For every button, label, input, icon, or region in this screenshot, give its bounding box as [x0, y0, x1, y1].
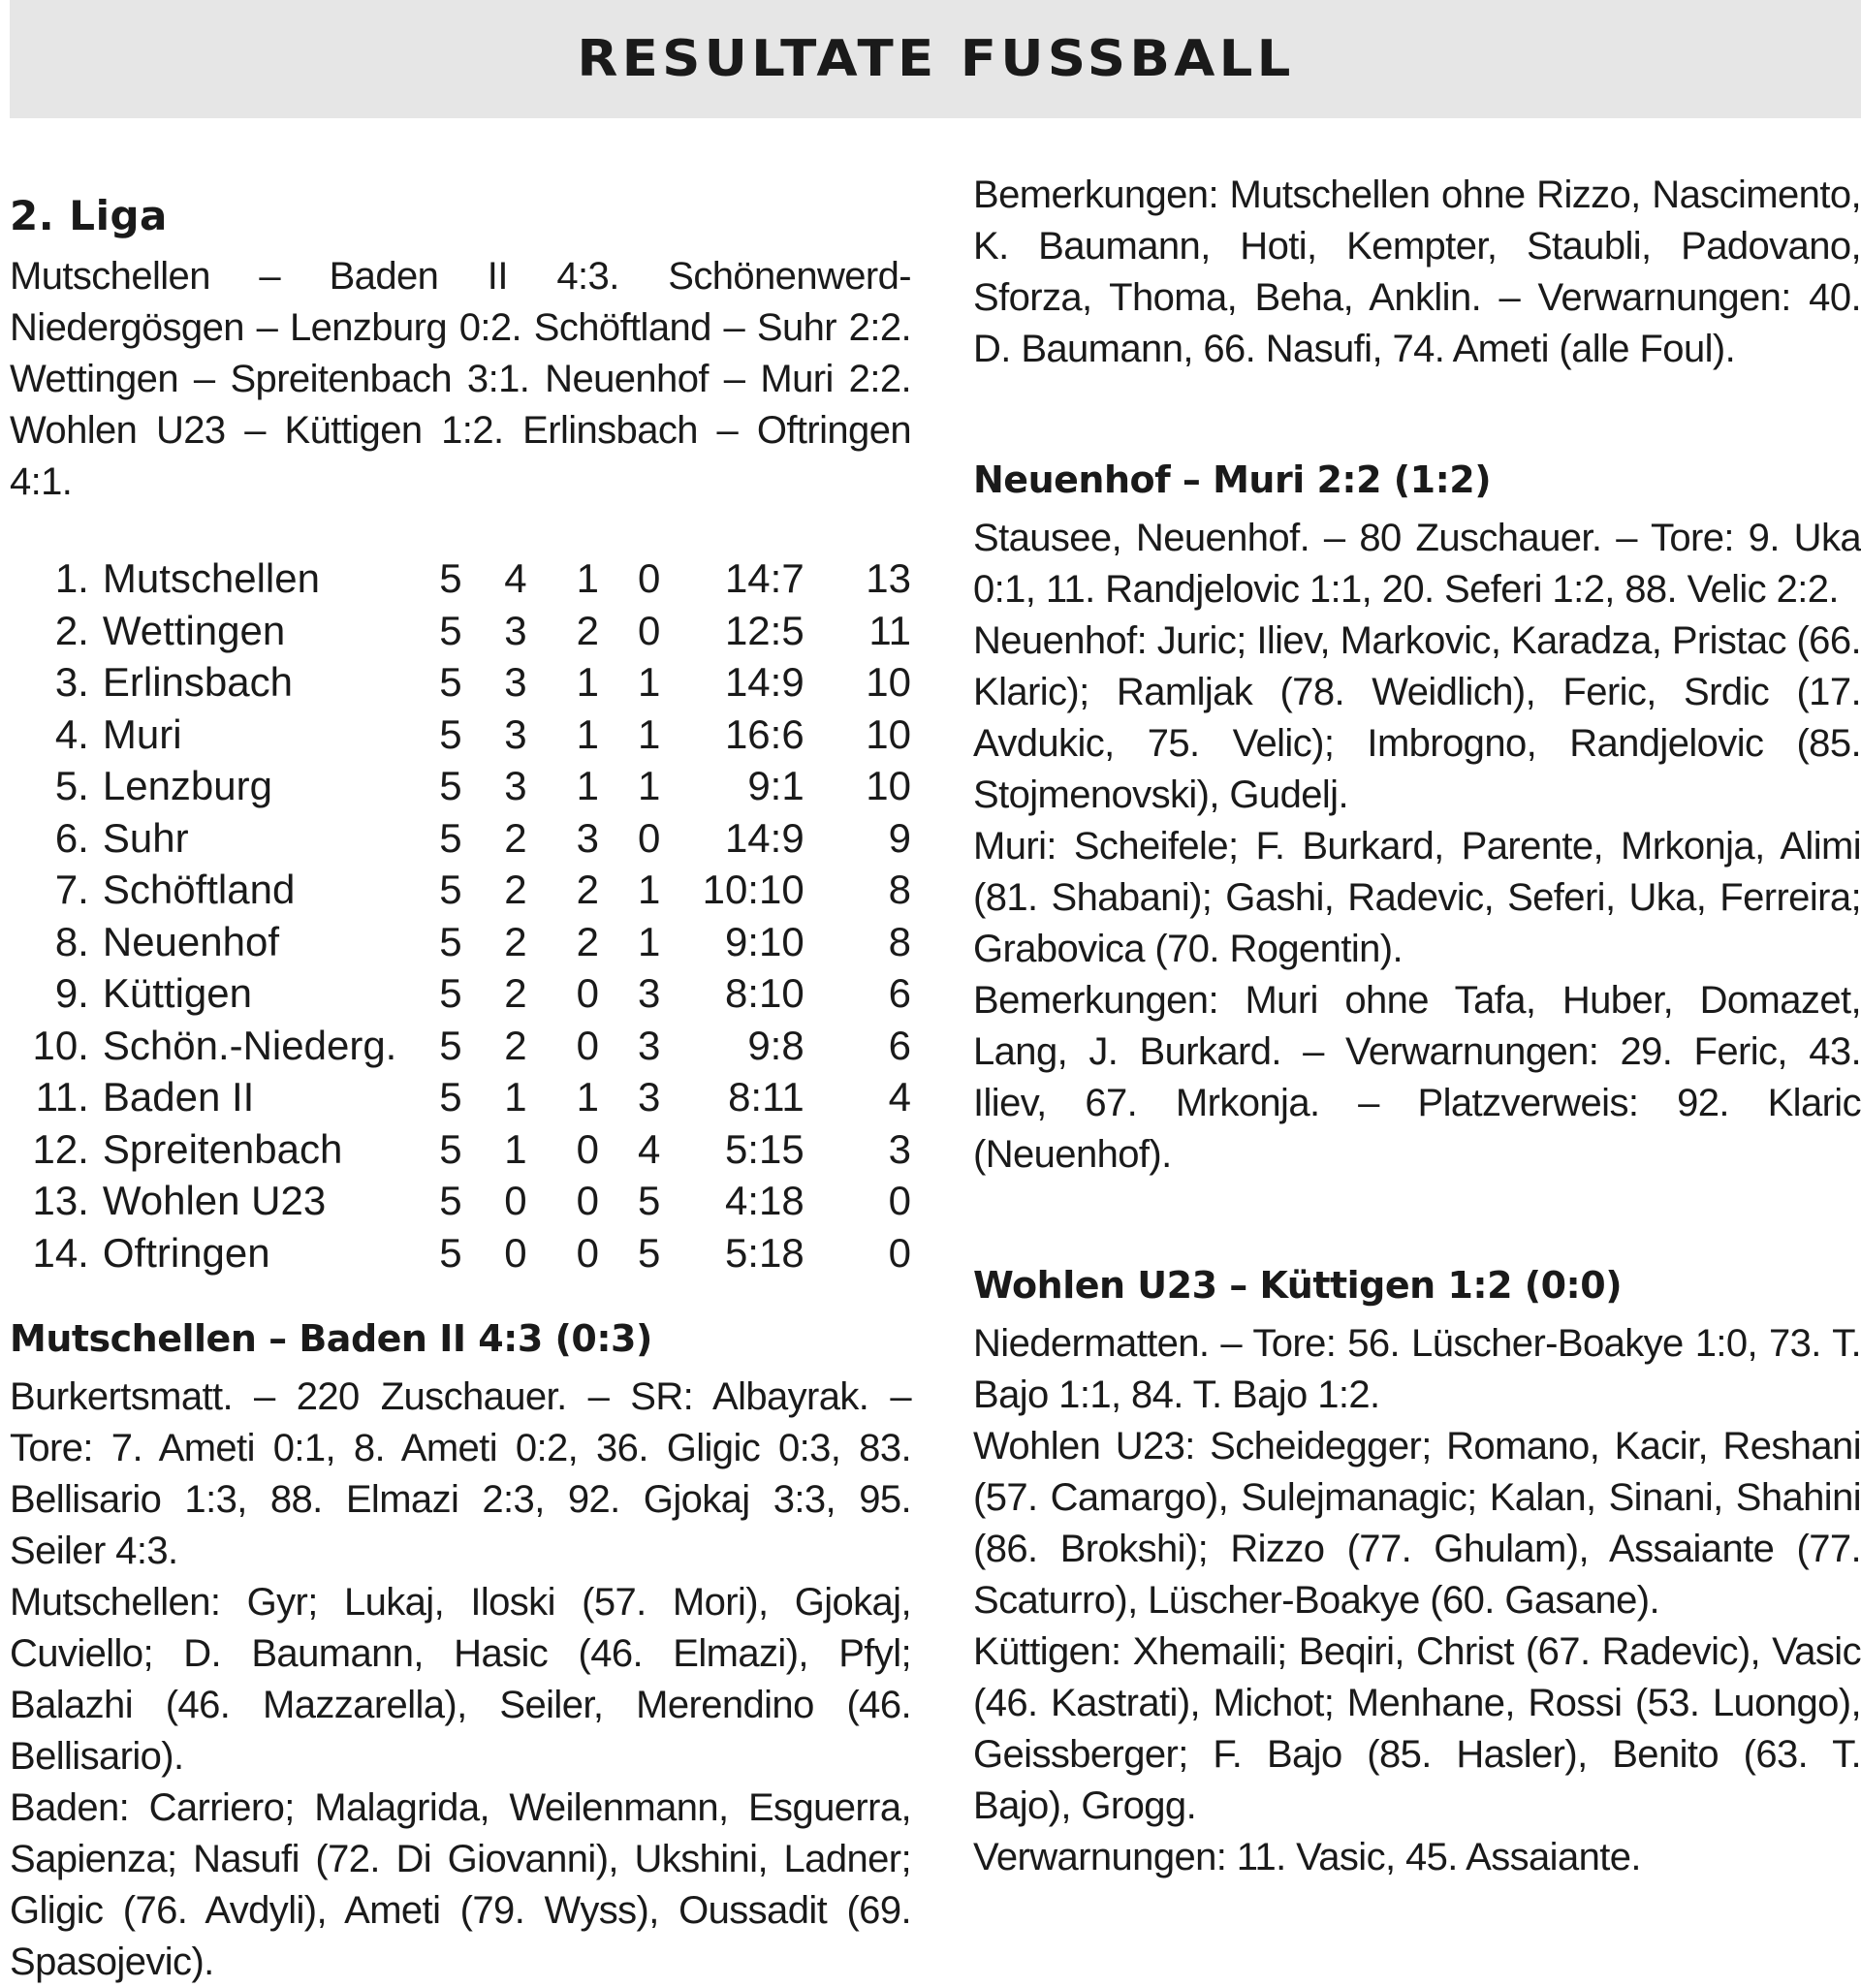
standings-goals: 8:10: [724, 970, 804, 1016]
standings-team: Wohlen U23: [102, 1178, 327, 1223]
table-row: [10, 967, 911, 1020]
table-row: [10, 552, 911, 605]
standings-points: 11: [868, 607, 911, 653]
table-row: [10, 656, 911, 709]
table-row: [10, 916, 911, 968]
standings-goals: 9:8: [747, 1022, 804, 1068]
standings-draw: 1: [576, 555, 599, 601]
standings-lost: 0: [637, 607, 661, 653]
match-lineup-away: Küttigen: Xhemaili; Beqiri, Christ (67. Radevic), Vasic (46. Kastrati), Michot; Menhane, Rossi (53. Luongo), Geissberger; F. Bajo (85. Hasler), Benito (63. T. Bajo), Grogg.: [973, 1630, 1861, 1827]
standings-played: 5: [439, 1125, 462, 1172]
standings-points: 8: [888, 918, 911, 964]
standings-played: 5: [439, 763, 462, 808]
table-row: [10, 605, 911, 657]
match-venue: Burkertsmatt. – 220 Zuschauer. – SR: Albayrak. – Tore: 7. Ameti 0:1, 8. Ameti 0:2, 36. Gligic 0:3, 83. Bellisario 1:3, 88. Elmazi 2:3, 92. Gjokaj 3:3, 95. Seiler 4:3.: [10, 1375, 911, 1572]
standings-points: 10: [866, 659, 911, 705]
standings-team: Schöftland: [102, 867, 296, 912]
standings-team: Küttigen: [102, 970, 252, 1016]
standings-team: Baden II: [102, 1074, 255, 1120]
standings-rank: 4.: [54, 710, 89, 757]
standings-goals: 10:10: [702, 867, 804, 912]
standings-lost: 1: [637, 763, 661, 808]
standings-draw: 0: [576, 1229, 599, 1276]
standings-won: 2: [504, 867, 527, 912]
standings-draw: 2: [576, 607, 599, 653]
standings-rank: 7.: [54, 867, 89, 912]
standings-lost: 3: [637, 1022, 661, 1068]
standings-team: Suhr: [102, 814, 189, 861]
standings-draw: 0: [576, 970, 599, 1016]
match-lineup-home: Mutschellen: Gyr; Lukaj, Iloski (57. Mori), Gjokaj, Cuviello; D. Baumann, Hasic (46. Elmazi), Pfyl; Balazhi (46. Mazzarella), Seiler, Merendino (46. Bellisario).: [10, 1581, 911, 1778]
standings-played: 5: [439, 1178, 462, 1223]
standings-lost: 1: [637, 659, 661, 705]
match-lineup-away: Baden: Carriero; Malagrida, Weilenmann, Esguerra, Sapienza; Nasufi (72. Di Giovanni), Ukshini, Ladner; Gligic (76. Avdyli), Ameti (79. Wyss), Oussadit (69. Spasojevic).: [10, 1786, 911, 1983]
standings-draw: 0: [576, 1125, 599, 1172]
standings-team: Schön.-Niederg.: [102, 1022, 397, 1068]
header-banner: [10, 0, 1861, 118]
match-title: Wohlen U23 – Küttigen 1:2 (0:0): [973, 1264, 1623, 1307]
standings-won: 4: [504, 555, 527, 601]
standings-team: Oftringen: [102, 1229, 270, 1276]
standings-goals: 14:9: [724, 659, 804, 705]
standings-lost: 1: [637, 867, 661, 912]
standings-played: 5: [439, 918, 462, 964]
standings-draw: 2: [576, 867, 599, 912]
standings-draw: 1: [576, 659, 599, 705]
standings-played: 5: [439, 1074, 462, 1120]
standings-team: Mutschellen: [102, 555, 320, 601]
standings-table: [10, 552, 911, 1278]
standings-rank: 10.: [32, 1022, 89, 1068]
standings-won: 1: [504, 1125, 527, 1172]
match-lineup-home: Neuenhof: Juric; Iliev, Markovic, Karadza, Pristac (66. Klaric); Ramljak (78. Weidlich), Feric, Srdic (17. Avdukic, 75. Velic); Imbrogno, Randjelovic (85. Stojmenovski), Gudelj.: [973, 619, 1861, 816]
standings-draw: 0: [576, 1178, 599, 1223]
standings-lost: 0: [637, 814, 661, 861]
standings-lost: 3: [637, 970, 661, 1016]
standings-played: 5: [439, 555, 462, 601]
standings-rank: 9.: [54, 970, 89, 1016]
match-venue: Stausee, Neuenhof. – 80 Zuschauer. – Tore: 9. Uka 0:1, 11. Randjelovic 1:1, 20. Seferi 1:2, 88. Velic 2:2.: [973, 517, 1861, 611]
standings-played: 5: [439, 710, 462, 757]
standings-rank: 3.: [54, 659, 89, 705]
standings-played: 5: [439, 970, 462, 1016]
standings-rank: 11.: [35, 1074, 89, 1120]
table-row: [10, 1227, 911, 1279]
table-row: [10, 812, 911, 865]
match-remarks: Bemerkungen: Mutschellen ohne Rizzo, Nascimento, K. Baumann, Hoti, Kempter, Staubli, Padovano, Sforza, Thoma, Beha, Anklin. – Verwarnungen: 40. D. Baumann, 66. Nasufi, 74. Ameti (alle Foul).: [973, 174, 1861, 370]
standings-won: 3: [504, 710, 527, 757]
standings-team: Lenzburg: [102, 763, 272, 808]
standings-goals: 9:10: [724, 918, 804, 964]
standings-draw: 0: [576, 1022, 599, 1068]
standings-won: 1: [504, 1074, 527, 1120]
standings-team: Muri: [102, 710, 182, 757]
match-remarks: Bemerkungen: Muri ohne Tafa, Huber, Domazet, Lang, J. Burkard. – Verwarnungen: 29. Feric, 43. Iliev, 67. Mrkonja. – Platzverweis: 92. Klaric (Neuenhof).: [973, 979, 1861, 1176]
standings-goals: 16:6: [724, 710, 804, 757]
standings-won: 3: [504, 607, 527, 653]
match-wohlen-kuettigen: [973, 1264, 1861, 1883]
standings-draw: 2: [576, 918, 599, 964]
standings-goals: 9:1: [747, 763, 804, 808]
match-title: Neuenhof – Muri 2:2 (1:2): [973, 458, 1492, 501]
table-row: [10, 1123, 911, 1176]
standings-lost: 5: [637, 1178, 661, 1223]
standings-won: 0: [504, 1178, 527, 1223]
standings-draw: 1: [576, 1074, 599, 1120]
standings-goals: 4:18: [724, 1178, 804, 1223]
match-remarks: Verwarnungen: 11. Vasic, 45. Assaiante.: [973, 1836, 1641, 1878]
standings-points: 10: [866, 710, 911, 757]
standings-goals: 5:15: [724, 1125, 804, 1172]
standings-points: 13: [866, 555, 911, 601]
league-results: Mutschellen – Baden II 4:3. Schönenwerd-Niedergösgen – Lenzburg 0:2. Schöftland – Suhr 2:2. Wettingen – Spreitenbach 3:1. Neuenhof – Muri 2:2. Wohlen U23 – Küttigen 1:2. Erlinsbach – Oftringen 4:1.: [10, 255, 911, 503]
standings-points: 6: [888, 1022, 911, 1068]
standings-goals: 12:5: [724, 607, 804, 653]
standings-lost: 1: [637, 710, 661, 757]
standings-points: 0: [888, 1178, 911, 1223]
standings-played: 5: [439, 659, 462, 705]
standings-points: 0: [888, 1229, 911, 1276]
match-title: Mutschellen – Baden II 4:3 (0:3): [10, 1317, 652, 1360]
standings-won: 2: [504, 918, 527, 964]
standings-played: 5: [439, 1022, 462, 1068]
standings-team: Erlinsbach: [102, 659, 293, 705]
page-title: RESULTATE FUSSBALL: [576, 30, 1295, 88]
table-row: [10, 1020, 911, 1072]
standings-draw: 1: [576, 763, 599, 808]
standings-body: [10, 552, 911, 1278]
match-lineup-home: Wohlen U23: Scheidegger; Romano, Kacir, Reshani (57. Camargo), Sulejmanagic; Kalan, Sinani, Shahini (86. Brokshi); Rizzo (77. Ghulam), Assaiante (77. Scaturro), Lüscher-Boakye (60. Gasane).: [973, 1425, 1861, 1622]
standings-points: 6: [888, 970, 911, 1016]
match-mutschellen-baden: [10, 1317, 911, 1988]
standings-draw: 1: [576, 710, 599, 757]
standings-points: 10: [866, 763, 911, 808]
match-venue: Niedermatten. – Tore: 56. Lüscher-Boakye 1:0, 73. T. Bajo 1:1, 84. T. Bajo 1:2.: [973, 1322, 1861, 1416]
standings-lost: 1: [637, 918, 661, 964]
standings-lost: 5: [637, 1229, 661, 1276]
league-title: 2. Liga: [10, 192, 168, 239]
standings-lost: 3: [637, 1074, 661, 1120]
standings-rank: 13.: [32, 1178, 89, 1223]
standings-lost: 0: [637, 555, 661, 601]
standings-rank: 12.: [32, 1125, 89, 1172]
right-column: [973, 170, 1861, 1883]
standings-goals: 14:9: [724, 814, 804, 861]
standings-rank: 6.: [54, 814, 89, 861]
standings-rank: 5.: [54, 763, 89, 808]
standings-lost: 4: [637, 1125, 661, 1172]
match-neuenhof-muri: [973, 458, 1861, 1181]
standings-team: Neuenhof: [102, 918, 280, 964]
standings-team: Wettingen: [102, 607, 286, 653]
table-row: [10, 1175, 911, 1227]
standings-points: 3: [888, 1125, 911, 1172]
left-column: [10, 165, 911, 1988]
standings-rank: 8.: [54, 918, 89, 964]
standings-goals: 14:7: [724, 555, 804, 601]
table-row: [10, 760, 911, 812]
standings-points: 8: [888, 867, 911, 912]
standings-won: 2: [504, 814, 527, 861]
standings-points: 4: [888, 1074, 911, 1120]
table-row: [10, 709, 911, 761]
table-row: [10, 864, 911, 916]
standings-played: 5: [439, 867, 462, 912]
standings-goals: 8:11: [728, 1074, 804, 1120]
standings-played: 5: [439, 1229, 462, 1276]
standings-won: 2: [504, 970, 527, 1016]
standings-won: 2: [504, 1022, 527, 1068]
standings-points: 9: [888, 814, 911, 861]
standings-won: 3: [504, 659, 527, 705]
standings-played: 5: [439, 607, 462, 653]
standings-rank: 2.: [54, 607, 89, 653]
standings-played: 5: [439, 814, 462, 861]
standings-rank: 14.: [32, 1229, 89, 1276]
standings-team: Spreitenbach: [102, 1125, 343, 1172]
table-row: [10, 1071, 911, 1123]
standings-draw: 3: [576, 814, 599, 861]
standings-goals: 5:18: [724, 1229, 804, 1276]
match-lineup-away: Muri: Scheifele; F. Burkard, Parente, Mrkonja, Alimi (81. Shabani); Gashi, Radevic, Seferi, Uka, Ferreira; Grabovica (70. Rogentin).: [973, 825, 1861, 970]
standings-won: 0: [504, 1229, 527, 1276]
standings-rank: 1.: [54, 555, 89, 601]
standings-won: 3: [504, 763, 527, 808]
